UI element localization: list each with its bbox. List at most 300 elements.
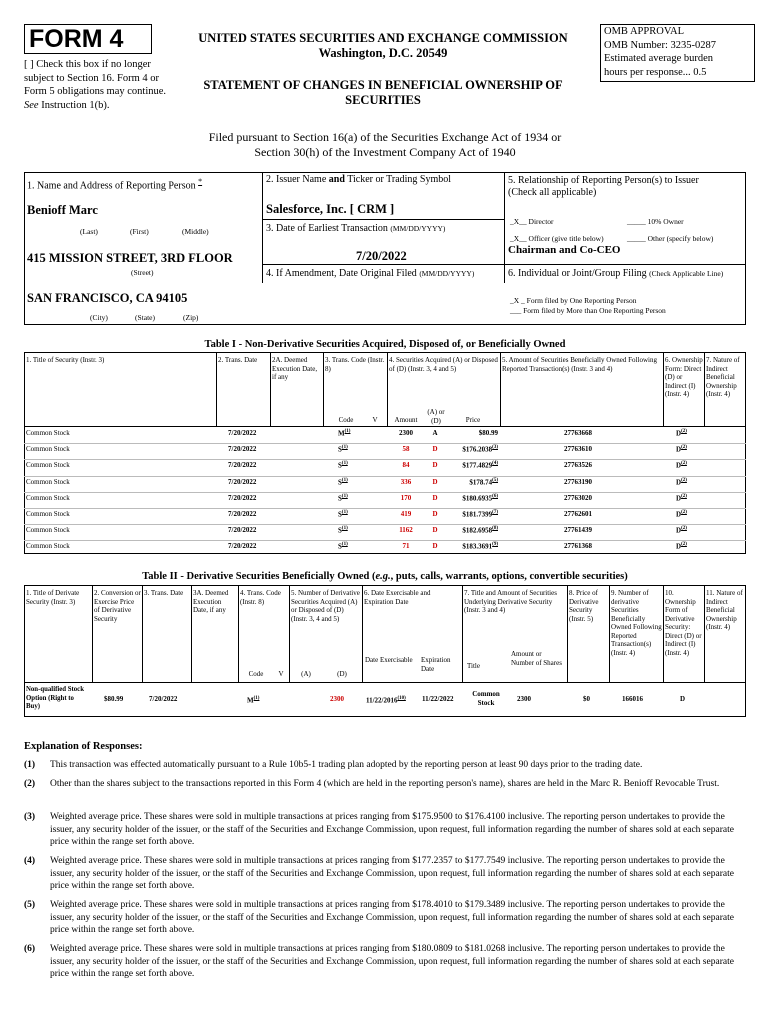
box2-label-b: Ticker or Trading Symbol	[347, 174, 452, 185]
zip-label: (Zip)	[183, 313, 199, 322]
t2-date: 7/20/2022	[149, 695, 178, 703]
t2-shares: 2300	[517, 695, 531, 703]
reporting-name: Benioff Marc	[27, 203, 98, 217]
t1-cell-owned	[564, 429, 592, 437]
t1-cell-owned	[564, 510, 592, 518]
t2-sub-v: V	[278, 670, 284, 678]
t2-h9: 9. Number of derivative Securities Beneficially Owned Following Reported Transaction(s) (Instr. 4)	[611, 589, 662, 657]
rule	[745, 172, 746, 325]
t1-h2: 2. Trans. Date	[218, 356, 258, 364]
table2-title-eg: e.g.	[375, 571, 391, 582]
filed-pursuant-line: Filed pursuant to Section 16(a) of the Securities Exchange Act of 1934 or	[208, 130, 562, 144]
t1-cell-date	[228, 542, 256, 550]
omb-line: Estimated average burden	[604, 53, 714, 64]
t1-cell-amount	[390, 494, 422, 502]
t1-cell-value: Common Stock	[26, 477, 70, 486]
t1-cell-value: Common Stock	[26, 526, 70, 535]
note-text: This transaction was effected automatically pursuant to a Rule 10b5-1 trading plan adopted by the reporting person at least 90 days prior to the trading date.	[50, 760, 643, 770]
director-check[interactable]: _X__ Director	[510, 217, 554, 226]
box1-label	[27, 176, 202, 192]
t1-cell-value: M	[338, 429, 345, 438]
agency-city: Washington, D.C. 20549	[318, 46, 448, 60]
t1-cell-value: D	[432, 493, 438, 502]
t1-cell-owned	[564, 445, 592, 453]
statement-title: STATEMENT OF CHANGES IN BENEFICIAL OWNERSHIP OF SECURITIES	[203, 78, 563, 107]
rule	[24, 585, 25, 717]
t1-cell-value: 7/20/2022	[228, 429, 257, 437]
t1-cell-ad	[425, 429, 445, 437]
t2-h7: 7. Title and Amount of Securities Underlying Derivative Security (Instr. 3 and 4)	[464, 589, 557, 614]
t1-h4: 4. Securities Acquired (A) or Disposed of (D) (Instr. 3, 4 and 5)	[389, 356, 498, 373]
explanation-note	[24, 778, 746, 791]
t1-footnote-link[interactable]: (5)	[492, 477, 498, 483]
box2-label	[266, 174, 451, 186]
t1-cell-code	[338, 461, 348, 469]
rule	[24, 426, 746, 427]
box6-label-text: 6. Individual or Joint/Group Filing	[508, 268, 647, 279]
rule	[663, 352, 664, 426]
rule	[362, 585, 363, 682]
t1-cell-code	[338, 510, 348, 518]
t1-cell-value: D	[676, 510, 682, 519]
t1-cell-value: 27763020	[564, 493, 592, 502]
t2-h4: 4. Trans. Code (Instr. 8)	[240, 589, 281, 606]
agency-name: UNITED STATES SECURITIES AND EXCHANGE COMMISSION	[198, 31, 568, 45]
t2-code-footnote[interactable]: (1)	[253, 696, 260, 701]
t1-sub-code: Code	[338, 416, 354, 424]
t1-cell-value: D	[676, 542, 682, 551]
t1-cell-value: $181.7399	[462, 510, 493, 519]
t1-cell-code	[338, 445, 348, 453]
t1-cell-value: 27763526	[564, 461, 592, 470]
omb-line: OMB Number: 3235-0287	[604, 39, 716, 51]
table2-title	[24, 571, 746, 582]
rule	[24, 585, 746, 586]
one-person-check[interactable]: _X _ Form filed by One Reporting Person	[510, 296, 637, 305]
t1-cell-security	[26, 445, 70, 453]
t1-cell-code	[338, 542, 348, 550]
t1-cell-security	[26, 429, 70, 437]
t1-cell-value: 84	[402, 461, 410, 470]
t1-cell-value: 27763190	[564, 477, 592, 486]
t1-cell-value: $183.3691	[462, 542, 493, 551]
t2-h11: 11. Nature of Indirect Beneficial Ownership (Instr. 4)	[706, 589, 743, 631]
t1-h1: 1. Title of Security (Instr. 3)	[26, 356, 105, 364]
rule	[24, 553, 746, 554]
t1-cell-value: S	[338, 445, 342, 454]
t1-footnote-link[interactable]: (8)	[492, 526, 498, 532]
t1-h5: 5. Amount of Securities Beneficially Owned Following Reported Transaction(s) (Instr. 3 and 4)	[502, 356, 657, 373]
t1-cell-value: $180.6935	[462, 494, 493, 503]
t1-cell-value: Common Stock	[26, 510, 70, 518]
rule	[262, 264, 746, 265]
table1-title: Table I - Non-Derivative Securities Acquired, Disposed of, or Beneficially Owned	[204, 339, 566, 350]
box4-label	[266, 268, 474, 280]
rule	[504, 172, 505, 283]
t1-cell-value: 7/20/2022	[228, 542, 257, 551]
other-check[interactable]: _____ Other (specify below)	[627, 234, 714, 243]
t1-cell-owned	[564, 478, 592, 486]
t1-cell-value: 419	[400, 510, 412, 518]
t1-cell-form	[676, 445, 687, 453]
filed-pursuant-line: Section 30(h) of the Investment Company Act of 1940	[254, 145, 516, 159]
filed-pursuant	[100, 130, 670, 160]
t1-h2a: 2A. Deemed Execution Date, if any	[272, 356, 318, 381]
officer-check[interactable]: _X__ Officer (give title below)	[510, 234, 604, 243]
t1-cell-form	[676, 461, 687, 469]
t1-cell-code	[338, 494, 348, 502]
t1-cell-value: 336	[400, 477, 412, 486]
t1-cell-value: $176.2038	[462, 445, 493, 454]
box2-label-and: and	[328, 174, 345, 185]
last-label: (Last)	[80, 227, 98, 236]
t1-cell-value: 27763610	[564, 445, 592, 454]
row-divider	[24, 476, 746, 477]
t1-cell-code	[338, 478, 348, 486]
t1-cell-value: D	[676, 445, 682, 454]
row-divider	[24, 443, 746, 444]
t1-footnote-link[interactable]: (3)	[492, 445, 498, 451]
t1-cell-ad	[425, 542, 445, 550]
rule	[704, 585, 705, 682]
t2-exercisable-value: 11/22/2016	[366, 696, 398, 705]
t2-sub-amount: Amount or Number of Shares	[511, 650, 562, 667]
t1-sub-v: V	[372, 416, 378, 424]
t1-h3: 3. Trans. Code (Instr. 8)	[325, 356, 385, 373]
t1-cell-date	[228, 445, 256, 453]
table2-title-a: Table II - Derivative Securities Beneficially Owned (	[142, 571, 376, 582]
t1-cell-value: D	[676, 461, 682, 470]
t1-cell-owned	[564, 461, 592, 469]
row-divider	[24, 524, 746, 525]
t1-cell-value: $177.4829	[462, 461, 493, 470]
rule	[24, 352, 746, 353]
t1-cell-date	[228, 494, 256, 502]
city-label: (City)	[90, 313, 108, 322]
t1-footnote-link[interactable]: (2)	[681, 510, 687, 515]
explanation-note	[24, 855, 746, 893]
rule	[609, 585, 610, 682]
t1-cell-amount	[390, 510, 422, 518]
box2-label-a: 2. Issuer Name	[266, 174, 327, 185]
t2-h3: 3. Trans. Date	[144, 589, 184, 597]
t1-footnote-link[interactable]: (2)	[681, 526, 687, 532]
t2-h2: 2. Conversion or Exercise Price of Derivative Security	[94, 589, 141, 623]
box5-check: (Check all applicable)	[508, 187, 597, 198]
t1-cell-owned	[564, 494, 592, 502]
t1-cell-security	[26, 542, 70, 550]
box1-star: *	[198, 177, 203, 186]
t1-cell-form	[676, 510, 687, 518]
t1-cell-value: $178.74	[469, 477, 493, 486]
t1-cell-value: D	[676, 494, 682, 503]
rule	[500, 352, 501, 426]
box6-label	[508, 268, 748, 280]
box6-check: (Check Applicable Line)	[649, 269, 724, 278]
t1-cell-value: S	[338, 542, 342, 551]
check-box-instr: Instruction 1(b).	[41, 99, 110, 111]
omb-line: hours per response... 0.5	[604, 66, 707, 78]
t1-cell-form	[676, 526, 687, 534]
row-divider	[24, 508, 746, 509]
rule	[24, 682, 746, 683]
t1-sub-ad: (A) or (D)	[427, 408, 445, 425]
t1-cell-value: Common Stock	[26, 493, 70, 502]
form-title: FORM 4	[24, 24, 152, 54]
t1-cell-code	[338, 429, 350, 437]
t1-cell-value: D	[432, 477, 438, 486]
t1-cell-ad	[425, 526, 445, 534]
t1-cell-value: 7/20/2022	[228, 461, 257, 470]
t1-cell-security	[26, 510, 70, 518]
t1-cell-security	[26, 494, 70, 502]
t1-cell-value: Common Stock	[26, 429, 70, 437]
note-number: (3)	[24, 812, 36, 822]
t1-cell-ad	[425, 510, 445, 518]
t1-cell-value: D	[432, 542, 438, 551]
t1-footnote-link[interactable]: (1)	[341, 445, 348, 451]
omb-approval-box	[600, 24, 755, 82]
t1-cell-amount	[390, 526, 422, 534]
t2-h1: 1. Title of Derivate Security (Instr. 3)	[26, 589, 80, 606]
t1-cell-ad	[425, 478, 445, 486]
t1-footnote-link[interactable]: (2)	[681, 542, 687, 548]
t2-h6: 6. Date Exercisable and Expiration Date	[364, 589, 431, 606]
rule	[462, 585, 463, 682]
box4-format: (MM/DD/YYYY)	[419, 269, 475, 278]
rule	[262, 219, 504, 220]
t1-cell-date	[228, 510, 256, 518]
t1-cell-amount	[390, 542, 422, 550]
t1-cell-value: 1162	[399, 526, 413, 535]
t1-h6: 6. Ownership Form: Direct (D) or Indirect (I) (Instr. 4)	[665, 356, 703, 398]
t1-cell-form	[676, 478, 687, 486]
t1-cell-price	[450, 445, 498, 453]
t1-cell-code	[338, 526, 348, 534]
note-text: Weighted average price. These shares were sold in multiple transactions at prices ranging from $177.2357 to $177.7549 inclusive. The reporting person undertakes to provide the issuer, any security holder of the issuer, or the staff of the Securities and Exchange Commission, upon request, full information regarding the number of shares sold at each separate price within the range set forth above.	[50, 856, 734, 891]
rule	[216, 352, 217, 426]
t1-cell-value: D	[432, 526, 438, 535]
t2-expiration: 11/22/2022	[422, 695, 454, 703]
note-number: (5)	[24, 900, 36, 910]
t1-cell-owned	[564, 526, 592, 534]
t1-cell-value: 27762601	[564, 510, 592, 518]
t1-cell-security	[26, 461, 70, 469]
t2-underlying-title: Common Stock	[472, 690, 500, 707]
explanation-note	[24, 811, 746, 849]
street-address: 415 MISSION STREET, 3RD FLOOR	[27, 251, 233, 265]
t1-footnote-link[interactable]: (1)	[344, 429, 351, 434]
t2-exercisable	[366, 695, 406, 705]
t1-footnote-link[interactable]: (7)	[492, 510, 498, 515]
t1-h7: 7. Nature of Indirect Beneficial Ownership (Instr. 4)	[706, 356, 740, 398]
rule	[323, 352, 324, 426]
rule	[270, 352, 271, 426]
rule	[191, 585, 192, 682]
rule	[24, 172, 25, 325]
t1-footnote-link[interactable]: (2)	[681, 461, 687, 467]
t2-sub-expiration: Expiration Date	[421, 656, 451, 673]
t1-cell-value: D	[676, 477, 682, 486]
note-number: (4)	[24, 856, 36, 866]
check-box-see: See	[24, 99, 39, 111]
t1-cell-value: S	[338, 494, 342, 503]
t1-cell-date	[228, 429, 256, 437]
city-line: SAN FRANCISCO, CA 94105	[27, 291, 188, 305]
t2-sub-title: Title	[467, 662, 480, 670]
t1-cell-value: 7/20/2022	[228, 510, 257, 518]
t1-cell-price	[450, 510, 498, 518]
row-divider	[24, 459, 746, 460]
t1-footnote-link[interactable]: (1)	[341, 477, 348, 483]
t2-form: D	[680, 695, 686, 703]
t1-footnote-link[interactable]: (2)	[681, 493, 687, 499]
t1-cell-form	[676, 494, 687, 502]
check-box-text	[24, 58, 174, 112]
t1-cell-value: D	[432, 445, 438, 454]
t1-cell-value: $182.6958	[462, 526, 493, 535]
t1-cell-amount	[390, 461, 422, 469]
table2-title-b: , puts, calls, warrants, options, convertible securities)	[390, 571, 628, 582]
t1-footnote-link[interactable]: (1)	[341, 526, 348, 532]
t1-cell-value: S	[338, 477, 342, 486]
t1-footnote-link[interactable]: (6)	[492, 493, 498, 499]
more-person-check[interactable]: ___ Form filed by More than One Reporting Person	[510, 306, 666, 315]
box3-format: (MM/DD/YYYY)	[390, 224, 446, 233]
t1-cell-ad	[425, 445, 445, 453]
box3-label-text: 3. Date of Earliest Transaction	[266, 223, 388, 234]
agency-heading	[178, 31, 588, 61]
t1-cell-value: 27761368	[564, 542, 592, 551]
t1-sub-price: Price	[465, 416, 481, 424]
note-text: Weighted average price. These shares were sold in multiple transactions at prices ranging from $175.9500 to $176.4100 inclusive. The reporting person undertakes to provide the issuer, any security holder of the issuer, or the staff of the Securities and Exchange Commission, upon request, full information regarding the number of shares sold at each separate price within the range set forth above.	[50, 812, 734, 847]
t1-cell-value: 71	[402, 542, 410, 551]
street-label: (Street)	[131, 268, 154, 277]
t1-cell-value: D	[676, 526, 682, 535]
t1-sub-amount: Amount	[394, 416, 418, 424]
t1-cell-value: Common Stock	[26, 461, 70, 470]
rule	[745, 585, 746, 717]
t1-cell-security	[26, 526, 70, 534]
t1-cell-value: 7/20/2022	[228, 493, 257, 502]
t2-conversion: $80.99	[104, 695, 124, 703]
t1-cell-value: 7/20/2022	[228, 477, 257, 486]
explanation-note	[24, 943, 746, 981]
row-divider	[24, 540, 746, 541]
t1-cell-amount	[390, 478, 422, 486]
t1-cell-ad	[425, 494, 445, 502]
t1-footnote-link[interactable]: (1)	[341, 461, 348, 467]
t1-cell-form	[676, 542, 687, 550]
rule	[663, 585, 664, 682]
t1-footnote-link[interactable]: (1)	[341, 493, 348, 499]
note-text: Other than the shares subject to the transactions reported in this Form 4 (which are held in the reporting person's name), shares are held in the Marc R. Benioff Revocable Trust.	[50, 779, 720, 789]
t1-cell-value: 170	[400, 493, 412, 502]
t1-footnote-link[interactable]: (2)	[681, 445, 687, 451]
t1-cell-value: D	[432, 461, 438, 470]
t2-exercisable-footnote[interactable]: (10)	[397, 696, 406, 701]
t2-sub-code: Code	[248, 670, 264, 678]
t1-cell-value: Common Stock	[26, 445, 70, 454]
t1-cell-value: 58	[402, 445, 410, 454]
t1-footnote-link[interactable]: (2)	[681, 429, 687, 434]
t1-footnote-link[interactable]: (1)	[341, 510, 348, 515]
note-text: Weighted average price. These shares were sold in multiple transactions at prices ranging from $180.0809 to $181.0268 inclusive. The reporting person undertakes to provide the issuer, any security holder of the issuer, or the staff of the Securities and Exchange Commission, upon request, full information regarding the number of shares sold at each separate price within the range set forth above.	[50, 944, 734, 979]
t1-cell-value: S	[338, 526, 342, 535]
t1-footnote-link[interactable]: (9)	[492, 542, 498, 548]
rule	[142, 585, 143, 682]
t1-cell-value: 27761439	[564, 526, 592, 535]
box5-label-text: 5. Relationship of Reporting Person(s) to Issuer	[508, 175, 699, 186]
box3-label	[266, 223, 445, 235]
explanation-note	[24, 759, 746, 772]
rule	[24, 324, 746, 325]
ten-pct-owner-check[interactable]: _____ 10% Owner	[627, 217, 684, 226]
t2-owned: 166016	[622, 695, 643, 703]
explanation-note	[24, 899, 746, 937]
t1-cell-date	[228, 461, 256, 469]
officer-title: Chairman and Co-CEO	[508, 244, 621, 256]
t1-cell-value: S	[338, 510, 342, 519]
t1-cell-ad	[425, 461, 445, 469]
t1-cell-value: 2300	[399, 429, 413, 437]
t2-code	[247, 695, 259, 705]
t1-cell-value: 7/20/2022	[228, 445, 257, 454]
rule	[24, 716, 746, 717]
box1-label-text: 1. Name and Address of Reporting Person	[27, 180, 196, 192]
t2-h3a: 3A. Deemed Execution Date, if any	[193, 589, 229, 614]
t2-sub-exercisable: Date Exercisable	[365, 656, 413, 664]
explanation-heading: Explanation of Responses:	[24, 741, 143, 752]
t1-cell-date	[228, 478, 256, 486]
rule	[387, 352, 388, 426]
row-divider	[24, 492, 746, 493]
t1-cell-amount	[390, 429, 422, 437]
t2-sub-a: (A)	[301, 670, 311, 678]
t1-cell-price	[450, 526, 498, 534]
t2-security: Non-qualified Stock Option (Right to Buy)	[26, 686, 84, 710]
t1-cell-price	[450, 542, 498, 550]
t1-footnote-link[interactable]: (4)	[492, 461, 498, 467]
rule	[567, 585, 568, 682]
t2-sub-d: (D)	[337, 670, 347, 678]
rule	[24, 172, 746, 173]
t2-h5: 5. Number of Derivative Securities Acquired (A) or Disposed of (D) (Instr. 3, 4 and 5)	[291, 589, 360, 623]
t1-cell-owned	[564, 542, 592, 550]
t1-cell-value: S	[338, 461, 342, 470]
t1-cell-value: D	[432, 510, 438, 518]
t2-price: $0	[583, 695, 590, 703]
note-number: (1)	[24, 760, 36, 770]
t1-cell-price	[450, 461, 498, 469]
t1-cell-price	[450, 494, 498, 502]
t1-footnote-link[interactable]: (2)	[681, 477, 687, 483]
rule	[704, 352, 705, 426]
note-text: Weighted average price. These shares were sold in multiple transactions at prices ranging from $178.4010 to $179.3489 inclusive. The reporting person undertakes to provide the issuer, any security holder of the issuer, or the staff of the Securities and Exchange Commission, upon request, full information regarding the number of shares sold at each separate price within the range set forth above.	[50, 900, 734, 935]
earliest-date: 7/20/2022	[356, 249, 407, 263]
t1-cell-price	[450, 429, 498, 437]
t1-cell-value: 27763668	[564, 429, 592, 437]
rule	[262, 172, 263, 283]
box5-label	[508, 175, 743, 199]
t1-cell-price	[450, 478, 498, 486]
t1-footnote-link[interactable]: (1)	[341, 542, 348, 548]
t2-code-value: M	[247, 696, 254, 705]
state-label: (State)	[135, 313, 155, 322]
t2-h8: 8. Price of Derivative Security (Instr. 5)	[569, 589, 599, 623]
t1-cell-value: A	[432, 429, 438, 437]
t1-cell-form	[676, 429, 687, 437]
